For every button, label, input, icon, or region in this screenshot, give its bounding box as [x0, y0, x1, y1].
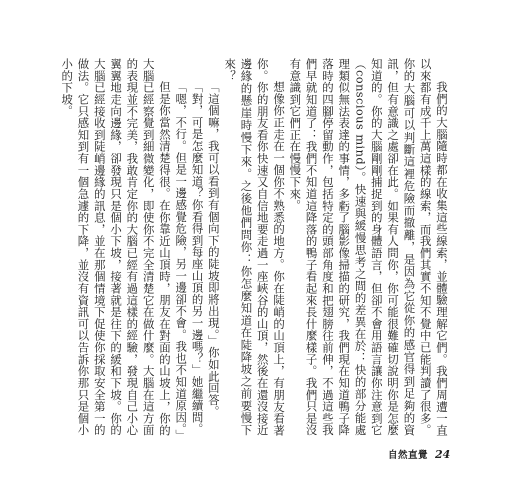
- body-text: [60, 58, 450, 441]
- paragraph: 想像你正走在一個你不熟悉的地方。你在陡峭的山頂上，有朋友看著你。你的朋友看你快速又自信地要走過一座峽谷的山頂，然後在還沒接近邊緣的懸崖時慢下來。之後他們問你：你怎麼知道在陡降坡之前要慢下來？: [223, 58, 287, 436]
- paragraph: 我們的大腦隨時都在收集這些線索，並體驗理解它們。我們周遭一直以來都有成千上萬這樣的線索，而我們其實不知不覺中已能判讀了很多。你的大腦可以判斷這裡危險而撤離，是因為它從你的感官得到足夠的資訊，但有意識之處卻在此。如果有人問你，你可能很難確切說明你是怎麼知道的。你的大腦剛剛捕捉到的身體語言，但卻不會用語言讓你注意到它（conscious mind）。快速與緩慢思考之間的差異在於：快的部分能處理類似無法表達的事情，多虧了腦影像掃描的研究，我們現在知道鴨子降落時的四腳停留動作，包括特定的頭部角度和把翅膀往前伸，不過這些我們早就知道了：我們不知道這降落的鴨子看起來長什麼樣子。我們只是沒有意識到它們正在慢慢下來。: [288, 58, 449, 436]
- page-footer: [388, 447, 450, 463]
- paragraph: 「對，可是怎麼知道？你看得到每座山頂的另一邊嗎？」她繼續問。: [190, 80, 205, 435]
- paragraph: 但是你當然清楚得很。在你靠近山頂時，朋友在對面的山坡上，你的大腦已經察覺到細微變化，即使你不完全清楚它在做什麼。大腦在這方面的表現並不完美，我敢肯定你的大腦已經有過這樣的經驗，發現自己小心翼翼地走向邊緣，卻發現只是個小下坡，接著就是往下的緩和下坡。你的大腦已經接收到陡峭邊緣的訊息，並在那個情境下促使你採取安全第一的做法。它只感知到有一個急遽的下降，並沒有資訊可以告訴你那只是個小小的下坡。: [60, 58, 172, 436]
- page-number: 24: [435, 448, 451, 461]
- paragraph: 「這個嘛，我可以看到有個向下的陡坡即將出現。」你如此回答。: [206, 80, 221, 418]
- running-title: 自然直覺: [388, 450, 429, 461]
- paragraph: 「嗯，不行。但是一邊感覺危險，另一邊卻不會。我也不知道原因。」: [174, 80, 189, 441]
